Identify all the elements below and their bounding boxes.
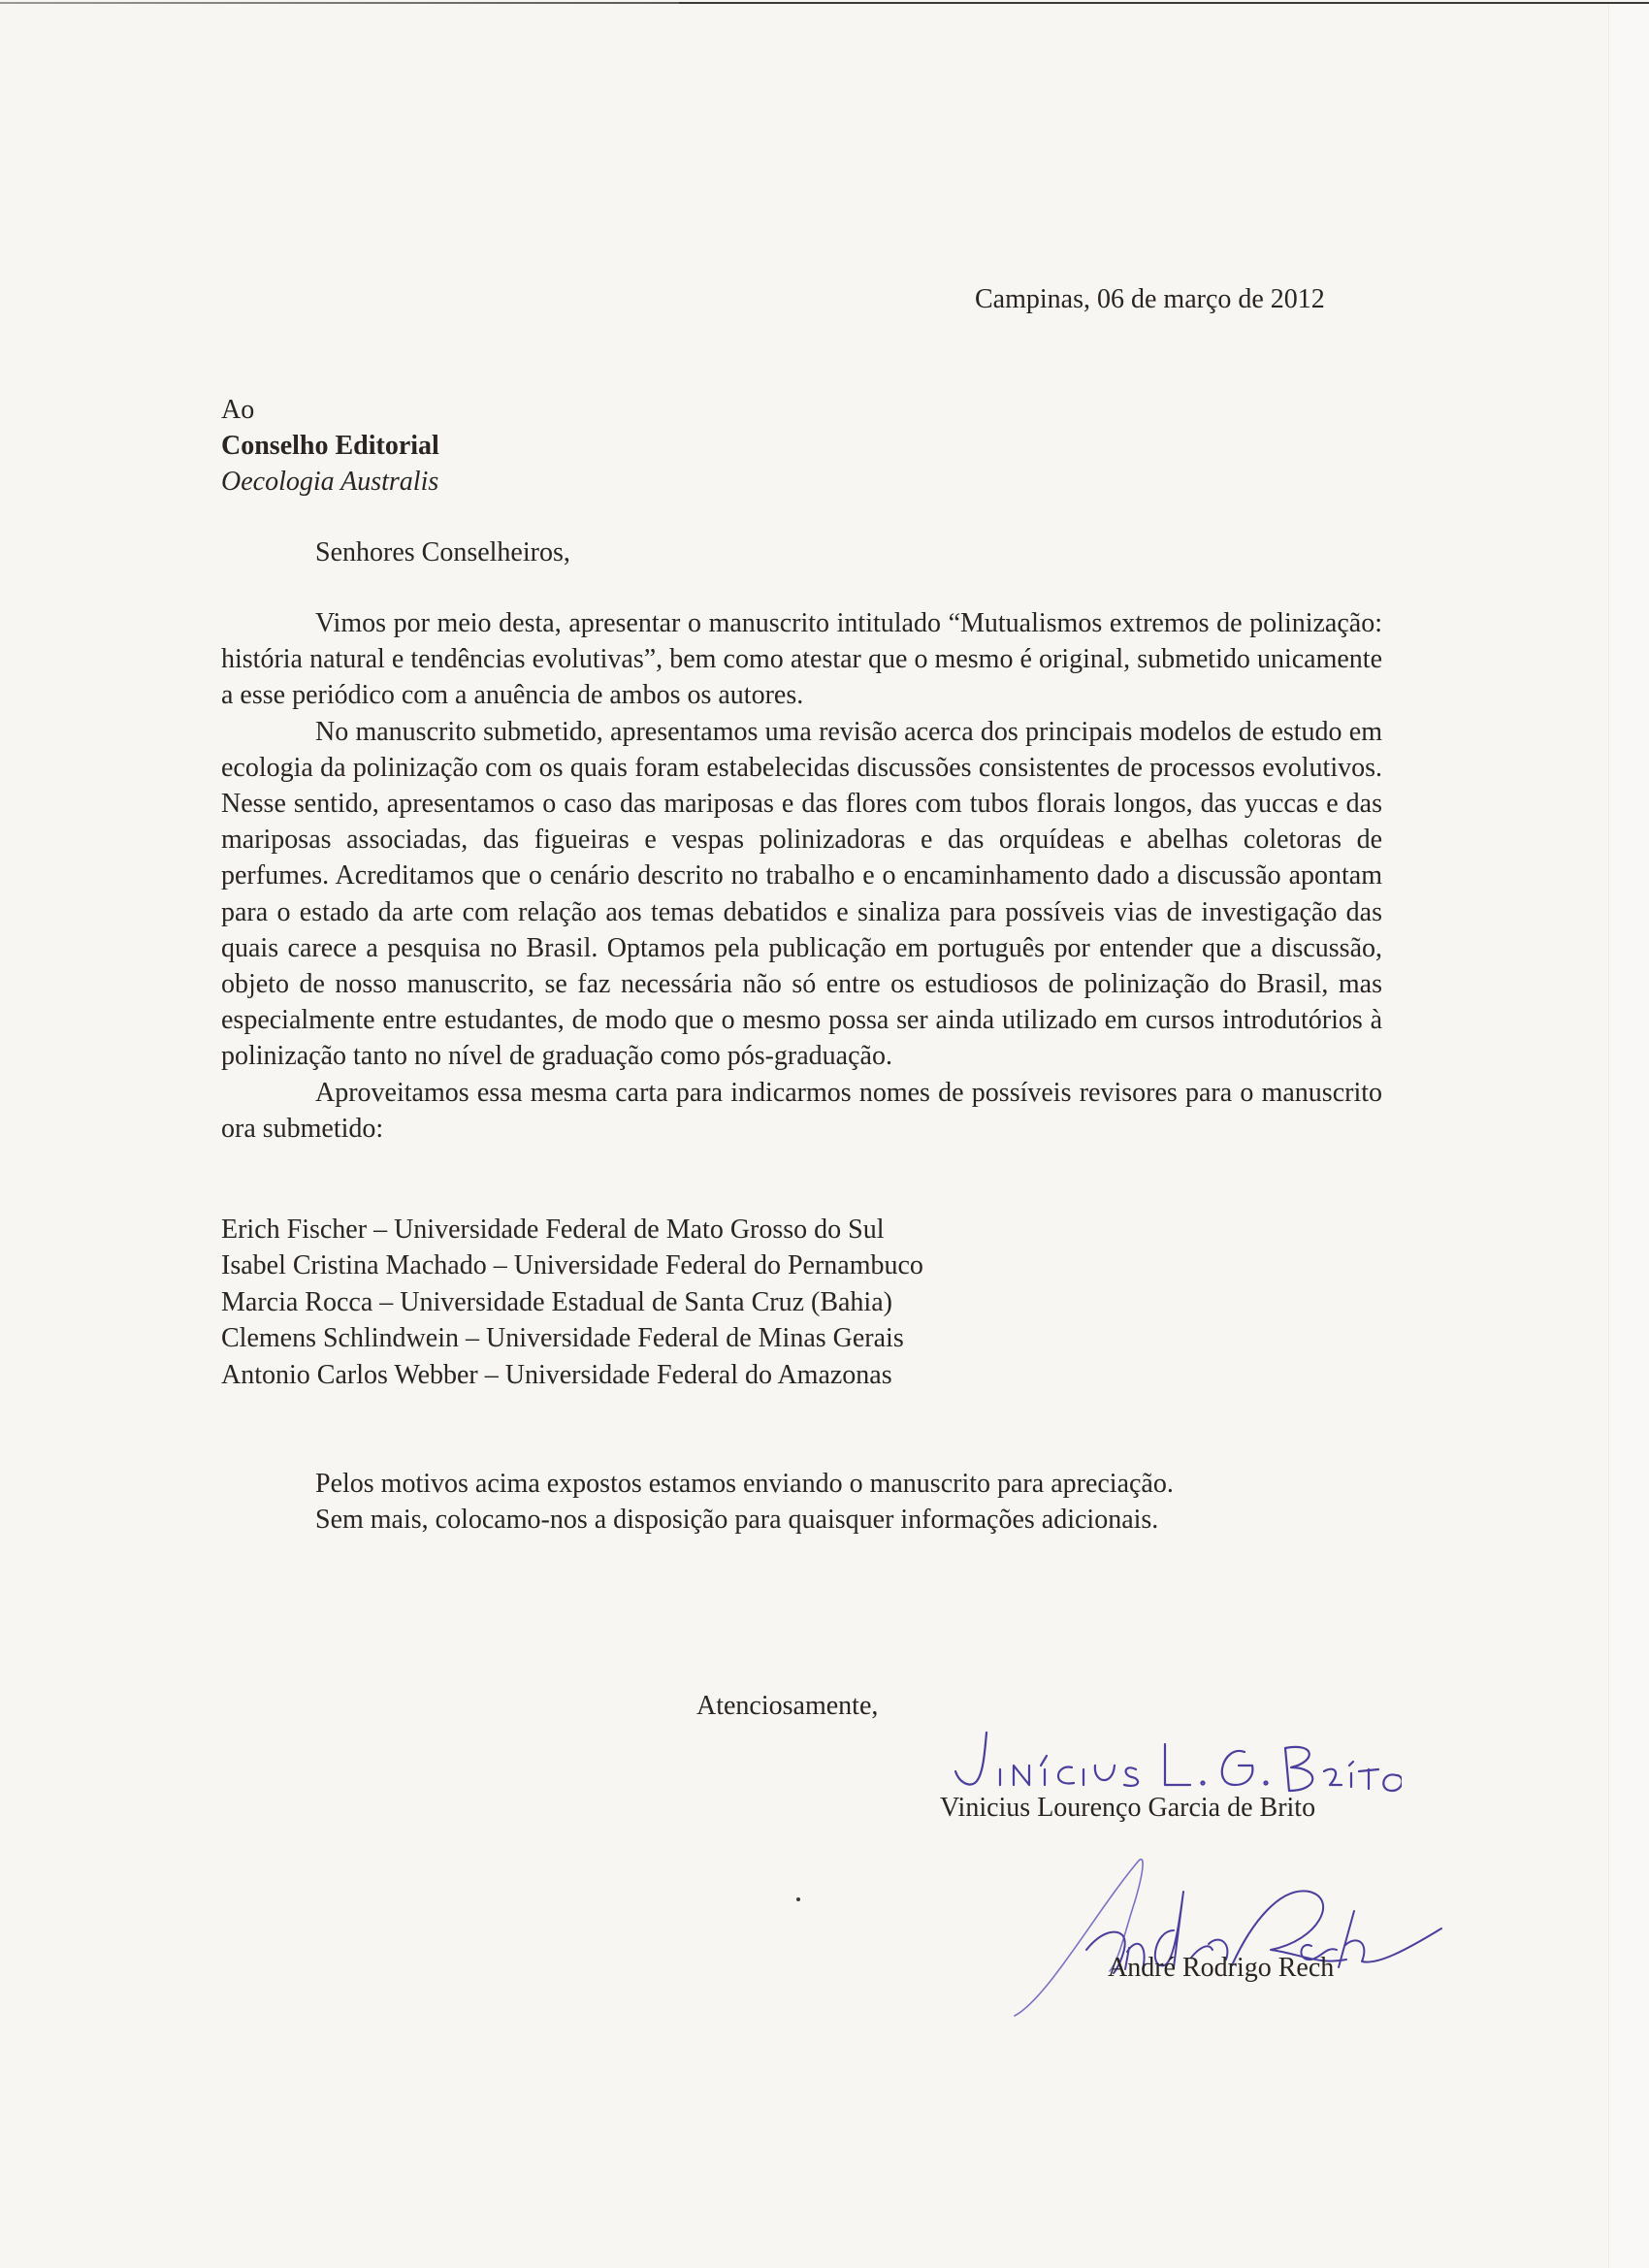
salutation: Senhores Conselheiros,: [315, 537, 570, 567]
letter-body: [221, 605, 1382, 1147]
reviewer-list: [221, 1212, 923, 1393]
reviewer-item: Marcia Rocca – Universidade Estadual de Santa Cruz (Bahia): [221, 1286, 892, 1317]
signatory-name-2: André Rodrigo Rech: [1108, 1953, 1335, 1983]
closing-line-2: Sem mais, colocamo-nos a disposição para quaisquer informações adicionais.: [315, 1505, 1159, 1535]
scan-speck: [796, 1897, 800, 1901]
date-line: Campinas, 06 de março de 2012: [975, 284, 1325, 314]
recipient-line-3: Oecologia Australis: [221, 467, 439, 497]
reviewer-item: Erich Fischer – Universidade Federal de Mato Grosso do Sul: [221, 1215, 885, 1245]
reviewer-item: Antonio Carlos Webber – Universidade Federal do Amazonas: [221, 1359, 892, 1390]
paragraph-2: No manuscrito submetido, apresentamos uma revisão acerca dos principais modelos de estudo em ecologia da polinização com os quais foram estabelecidas discussões consistentes de processos evolutivos. Nesse sentido, apresentamos o caso das mariposas e das flores com tubos florais longos, das yuccas e das mariposas associadas, das figueiras e vespas polinizadoras e das orquídeas e abelhas coletoras de perfumes. Acreditamos que o cenário descrito no trabalho e o encaminhamento dado a discussão apontam para o estado da arte com relação aos temas debatidos e sinaliza para possíveis vias de investigação das quais carece a pesquisa no Brasil. Optamos pela publicação em português por entender que a discussão, objeto de nosso manuscrito, se faz necessária não só entre os estudiosos de polinização do Brasil, mas especialmente entre estudantes, de modo que o mesmo possa ser ainda utilizado em cursos introdutórios à polinização tanto no nível de graduação como pós-graduação.: [221, 716, 1382, 1072]
scan-right-edge: [1608, 4, 1649, 2268]
signatory-name-1: Vinicius Lourenço Garcia de Brito: [940, 1793, 1316, 1823]
recipient-line-2: Conselho Editorial: [221, 431, 439, 461]
recipient-line-1: Ao: [221, 395, 255, 425]
scan-top-edge-fade: [0, 2, 679, 4]
valediction: Atenciosamente,: [696, 1691, 879, 1721]
closing-line-1: Pelos motivos acima expostos estamos enviando o manuscrito para apreciação.: [315, 1469, 1174, 1499]
reviewer-item: Isabel Cristina Machado – Universidade Federal do Pernambuco: [221, 1250, 923, 1281]
signature-andre: [1009, 1853, 1445, 2027]
closing-paragraph: [315, 1466, 1174, 1538]
paragraph-3: Aproveitamos essa mesma carta para indicarmos nomes de possíveis revisores para o manuscrito ora submetido:: [221, 1077, 1382, 1144]
paragraph-1: Vimos por meio desta, apresentar o manuscrito intitulado “Mutualismos extremos de polinização: história natural e tendências evolutivas”, bem como atestar que o mesmo é original, submetido unicamente a esse periódico com a anuência de ambos os autores.: [221, 608, 1382, 711]
reviewer-item: Clemens Schlindwein – Universidade Federal de Minas Gerais: [221, 1323, 904, 1354]
